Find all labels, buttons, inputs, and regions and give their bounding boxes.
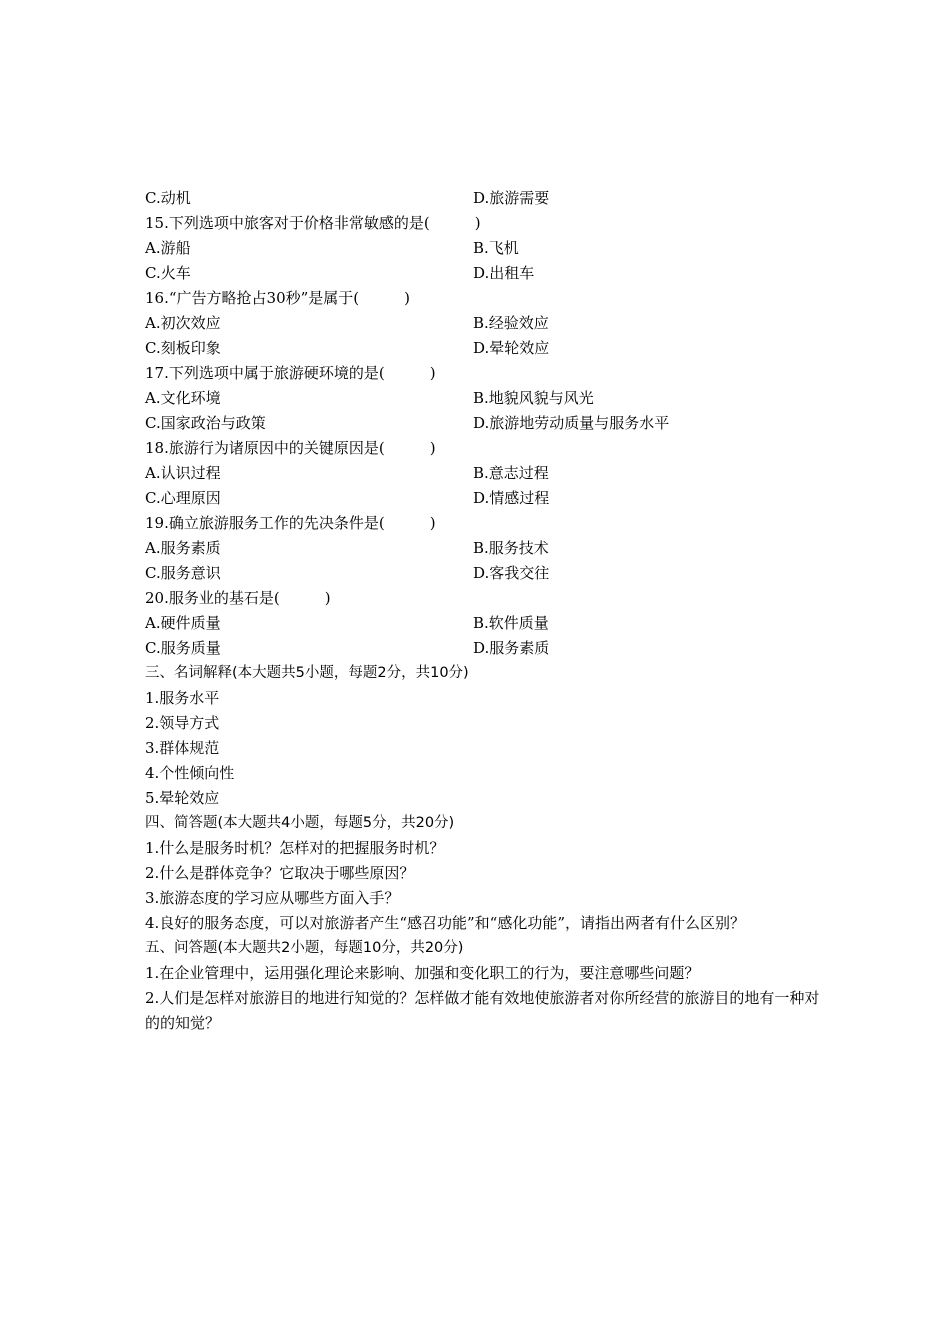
option-a: A.初次效应 xyxy=(145,314,221,332)
option-a: A.文化环境 xyxy=(145,389,221,407)
section-heading: 三、名词解释(本大题共5小题，每题2分，共10分) xyxy=(145,665,469,681)
option-d: D.服务素质 xyxy=(473,639,550,657)
option-b: B.软件质量 xyxy=(473,614,549,632)
option-d: D.旅游地劳动质量与服务水平 xyxy=(473,414,670,432)
essay-item: 2.人们是怎样对旅游目的地进行知觉的？怎样做才能有效地使旅游者对你所经营的旅游目的地有一种对的的知觉？ xyxy=(145,989,820,1032)
question-stem: 15.下列选项中旅客对于价格非常敏感的是( ) xyxy=(145,214,481,232)
option-b: B.服务技术 xyxy=(473,539,549,557)
option-c: C.服务意识 xyxy=(145,564,221,582)
option-row xyxy=(145,411,825,436)
short-answer-item: 3.旅游态度的学习应从哪些方面入手？ xyxy=(145,889,400,907)
option-b: B.飞机 xyxy=(473,239,519,257)
option-b: B.意志过程 xyxy=(473,464,549,482)
option-c: C.国家政治与政策 xyxy=(145,414,266,432)
option-a: A.服务素质 xyxy=(145,539,221,557)
option-row xyxy=(145,611,825,636)
option-b: B.地貌风貌与风光 xyxy=(473,389,594,407)
option-row xyxy=(145,636,825,661)
option-d: D.旅游需要 xyxy=(473,189,550,207)
term-item: 1.服务水平 xyxy=(145,689,220,707)
section-heading: 四、简答题(本大题共4小题，每题5分，共20分) xyxy=(145,815,455,831)
option-c: C.心理原因 xyxy=(145,489,221,507)
question-stem: 17.下列选项中属于旅游硬环境的是( ) xyxy=(145,364,436,382)
page-content xyxy=(145,186,825,1036)
option-row xyxy=(145,536,825,561)
option-row xyxy=(145,336,825,361)
option-c: C.火车 xyxy=(145,264,191,282)
option-row xyxy=(145,486,825,511)
essay-item: 1.在企业管理中，运用强化理论来影响、加强和变化职工的行为，要注意哪些问题？ xyxy=(145,964,700,982)
option-row xyxy=(145,386,825,411)
option-a: A.硬件质量 xyxy=(145,614,221,632)
term-item: 3.群体规范 xyxy=(145,739,220,757)
short-answer-item: 1.什么是服务时机？怎样对的把握服务时机？ xyxy=(145,839,445,857)
question-stem: 16.“广告方略抢占30秒”是属于( ) xyxy=(145,289,410,307)
option-row xyxy=(145,186,825,211)
term-item: 2.领导方式 xyxy=(145,714,220,732)
option-a: A.游船 xyxy=(145,239,191,257)
option-d: D.出租车 xyxy=(473,264,535,282)
short-answer-item: 4.良好的服务态度，可以对旅游者产生“感召功能”和“感化功能”，请指出两者有什么区别？ xyxy=(145,914,745,932)
term-item: 5.晕轮效应 xyxy=(145,789,220,807)
term-item: 4.个性倾向性 xyxy=(145,764,235,782)
short-answer-item: 2.什么是群体竞争？它取决于哪些原因？ xyxy=(145,864,415,882)
option-row xyxy=(145,261,825,286)
question-stem: 20.服务业的基石是( ) xyxy=(145,589,331,607)
option-row xyxy=(145,461,825,486)
option-c: C.服务质量 xyxy=(145,639,221,657)
option-row xyxy=(145,236,825,261)
option-a: A.认识过程 xyxy=(145,464,221,482)
option-c: C.动机 xyxy=(145,189,191,207)
section-heading: 五、问答题(本大题共2小题，每题10分，共20分) xyxy=(145,940,464,956)
option-d: D.晕轮效应 xyxy=(473,339,550,357)
option-c: C.刻板印象 xyxy=(145,339,221,357)
option-row xyxy=(145,311,825,336)
option-row xyxy=(145,561,825,586)
option-d: D.情感过程 xyxy=(473,489,550,507)
question-stem: 18.旅游行为诸原因中的关键原因是( ) xyxy=(145,439,436,457)
option-b: B.经验效应 xyxy=(473,314,549,332)
question-stem: 19.确立旅游服务工作的先决条件是( ) xyxy=(145,514,436,532)
option-d: D.客我交往 xyxy=(473,564,550,582)
